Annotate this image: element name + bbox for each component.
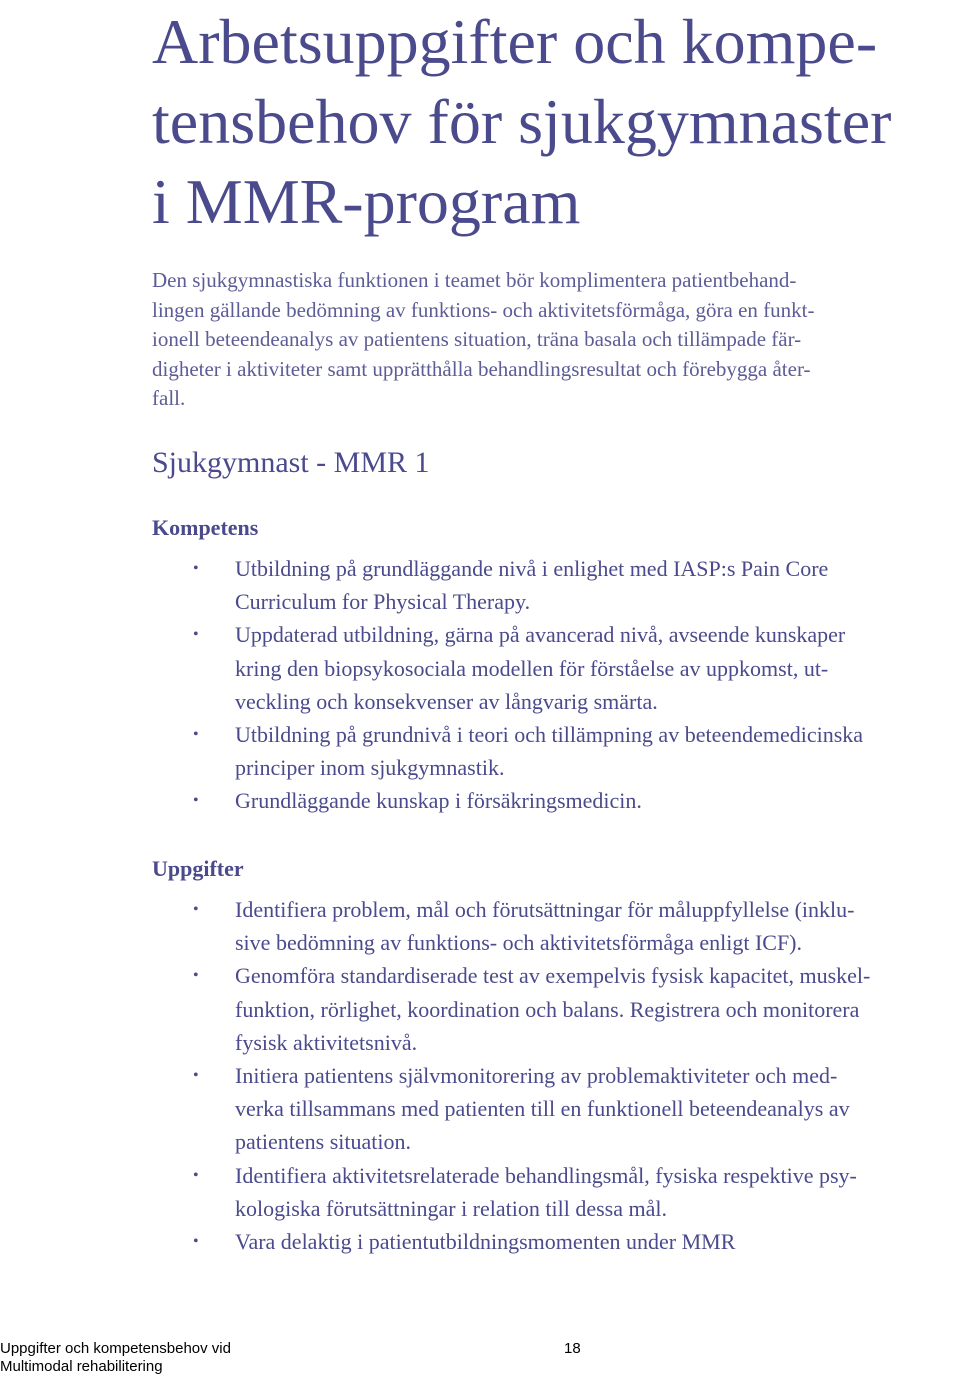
list-item-line: Curriculum for Physical Therapy.	[235, 589, 531, 615]
bullet-icon: •	[193, 626, 199, 644]
list-item	[152, 552, 952, 618]
bullet-icon: •	[193, 1166, 199, 1184]
page-title	[152, 2, 952, 242]
footer-line: Multimodal rehabilitering	[0, 1358, 163, 1375]
list-item-line: Genomföra standardiserade test av exempelvis fysisk kapacitet, muskel-	[235, 963, 871, 989]
bullet-icon: •	[193, 1067, 199, 1085]
bullet-icon: •	[193, 901, 199, 918]
intro-line: ionell beteendeanalys av patientens situation, träna basala och tillämpade fär-	[152, 327, 802, 351]
list-item-line: veckling och konsekvenser av långvarig smärta.	[235, 688, 658, 714]
footer-line: Uppgifter och kompetensbehov vid	[0, 1340, 231, 1357]
page-title-line: Arbetsuppgifter och kompe-	[152, 6, 878, 77]
section-heading: Sjukgymnast - MMR 1	[152, 446, 430, 479]
list-item-line: fysisk aktivitetsnivå.	[235, 1029, 418, 1055]
list-item	[152, 718, 952, 784]
list-item-line: principer inom sjukgymnastik.	[235, 755, 505, 781]
list-item	[152, 618, 952, 718]
list-item-line: Identifiera problem, mål och förutsättningar för måluppfyllelse (inklu-	[235, 897, 855, 922]
list-item-line: Uppdaterad utbildning, gärna på avancerad nivå, avseende kunskaper	[235, 622, 846, 648]
list-item	[152, 1159, 952, 1225]
bullet-icon: •	[193, 560, 199, 577]
list-item-line: Utbildning på grundläggande nivå i enlighet med IASP:s Pain Core	[235, 556, 829, 581]
uppgifter-list	[152, 893, 952, 1258]
page-number: 18	[564, 1340, 581, 1357]
list-item-line: verka tillsammans med patienten till en funktionell beteendeanalys av	[235, 1096, 850, 1122]
bullet-icon: •	[193, 726, 199, 744]
list-item	[152, 893, 952, 959]
list-item-line: patientens situation.	[235, 1129, 411, 1155]
list-item	[152, 784, 952, 817]
list-item	[152, 959, 952, 1059]
list-item-line: Vara delaktig i patientutbildningsmomenten under MMR	[235, 1229, 736, 1255]
list-item-line: Utbildning på grundnivå i teori och tillämpning av beteendemedicinska	[235, 722, 864, 748]
list-item-line: funktion, rörlighet, koordination och balans. Registrera och monitorera	[235, 996, 860, 1022]
list-item	[152, 1059, 952, 1159]
intro-line: lingen gällande bedömning av funktions- och aktivitetsförmåga, göra en funkt-	[152, 297, 815, 322]
list-item-line: Initiera patientens självmonitorering av problemaktiviteter och med-	[235, 1063, 838, 1089]
list-item-line: Identifiera aktivitetsrelaterade behandlingsmål, fysiska respektive psy-	[235, 1162, 857, 1188]
page-title-line: i MMR-program	[152, 166, 581, 237]
bullet-icon: •	[193, 967, 199, 985]
footer-document-title	[0, 1340, 231, 1376]
uppgifter-heading: Uppgifter	[152, 856, 244, 881]
bullet-icon: •	[193, 792, 199, 810]
intro-line: digheter i aktiviteter samt upprätthålla behandlingsresultat och förebygga åter-	[152, 356, 811, 381]
page-title-line: tensbehov för sjukgymnaster	[152, 86, 892, 157]
intro-paragraph	[152, 266, 942, 414]
list-item-line: sive bedömning av funktions- och aktivitetsförmåga enligt ICF).	[235, 930, 803, 956]
bullet-icon: •	[193, 1233, 199, 1251]
intro-line: Den sjukgymnastiska funktionen i teamet bör komplimentera patientbehand-	[152, 268, 797, 292]
list-item-line: kring den biopsykosociala modellen för förståelse av uppkomst, ut-	[235, 655, 829, 681]
list-item-line: kologiska förutsättningar i relation till dessa mål.	[235, 1195, 667, 1221]
intro-line: fall.	[152, 386, 186, 410]
list-item-line: Grundläggande kunskap i försäkringsmedicin.	[235, 788, 642, 814]
list-item	[152, 1225, 952, 1258]
kompetens-list	[152, 552, 952, 818]
kompetens-heading: Kompetens	[152, 515, 259, 540]
